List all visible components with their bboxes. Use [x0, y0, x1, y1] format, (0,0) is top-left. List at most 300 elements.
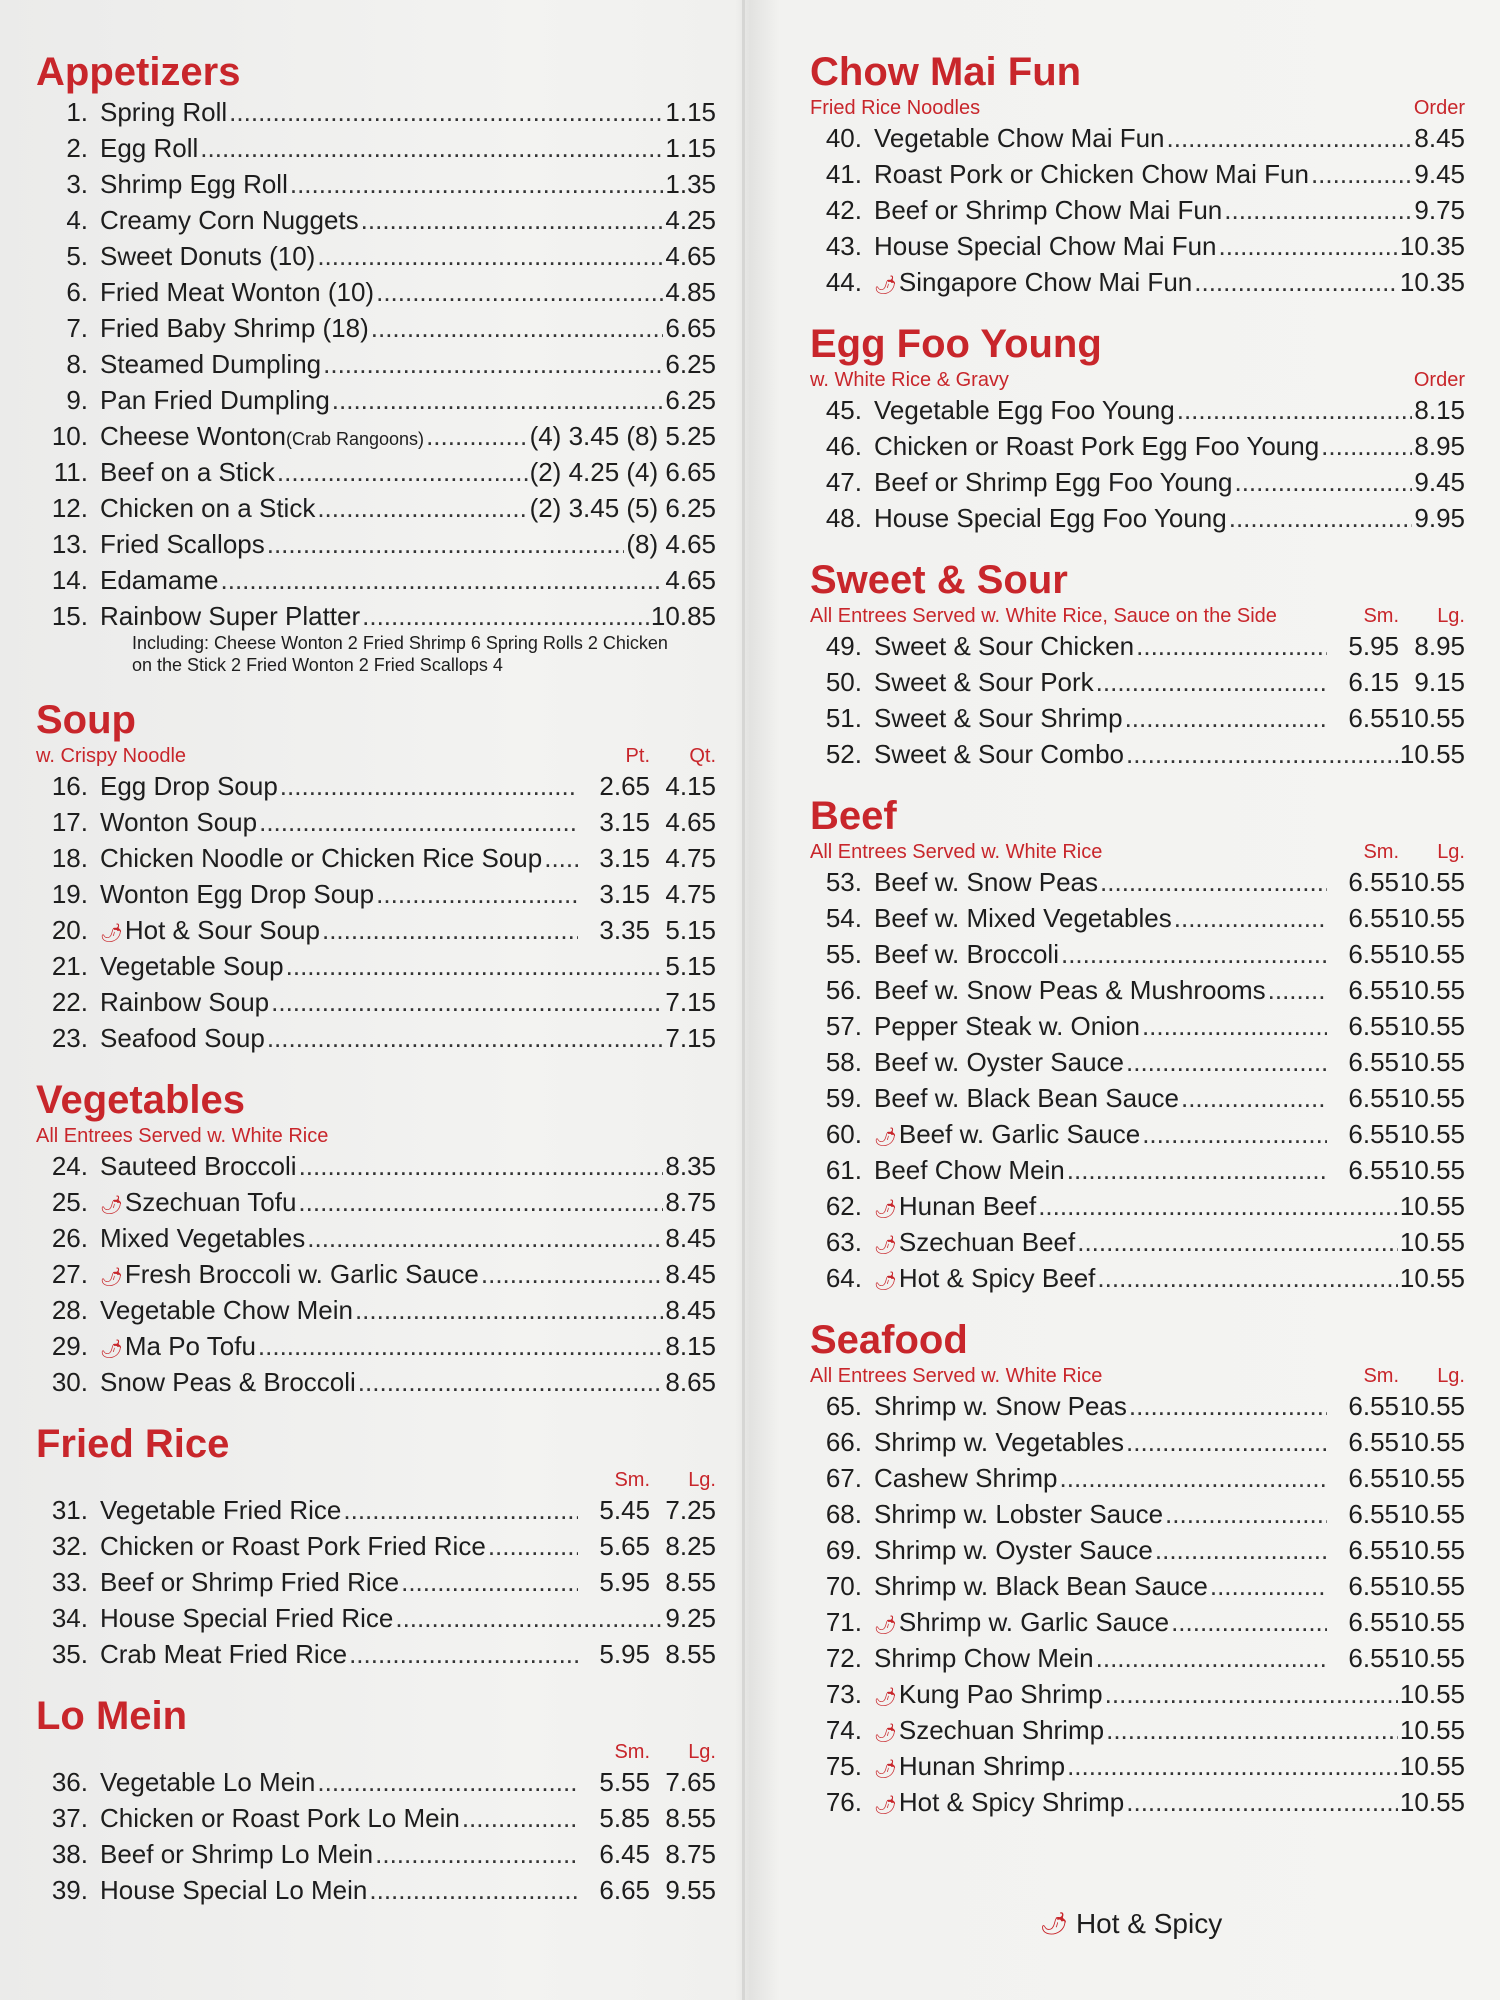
section-subheader — [810, 602, 1465, 628]
menu-item — [36, 130, 716, 166]
item-price: 8.65 — [665, 1367, 716, 1397]
item-price-small: 6.15 — [1348, 667, 1399, 697]
item-price-large: 7.25 — [665, 1495, 716, 1525]
dot-leader — [1096, 1640, 1327, 1676]
item-price: 9.95 — [1414, 503, 1465, 533]
menu-item — [810, 700, 1465, 736]
item-price: 7.15 — [665, 1023, 716, 1053]
item-price-small: 5.45 — [599, 1495, 650, 1525]
item-price-small: 6.55 — [1348, 1535, 1399, 1565]
item-name: Beef w. Mixed Vegetables — [874, 903, 1172, 933]
item-price-large: 4.15 — [665, 771, 716, 801]
item-price-large: 10.55 — [1399, 1391, 1465, 1421]
section-title: Chow Mai Fun — [810, 50, 1082, 94]
item-price-large: 10.55 — [1399, 703, 1465, 733]
item-name: Spring Roll — [100, 97, 228, 127]
item-price-large: 8.55 — [665, 1803, 716, 1833]
item-price-large: 7.65 — [665, 1767, 716, 1797]
item-name: Beef w. Broccoli — [874, 939, 1059, 969]
item-price-small: 5.95 — [599, 1567, 650, 1597]
column-header-order: Order — [1413, 369, 1465, 391]
column-header-large: Lg. — [688, 1469, 716, 1491]
item-name: Wonton Egg Drop Soup — [100, 879, 375, 909]
item-price: 8.95 — [1414, 431, 1465, 461]
menu-item — [810, 1496, 1465, 1532]
item-price: 10.55 — [1399, 1679, 1465, 1709]
dot-leader — [1060, 1460, 1327, 1496]
item-price: 8.15 — [665, 1331, 716, 1361]
section-subheader — [36, 742, 716, 768]
section-subtitle: All Entrees Served w. White Rice — [810, 841, 1103, 863]
column-header-small: Sm. — [614, 1469, 650, 1491]
menu-item — [36, 562, 716, 598]
item-price-small: 6.55 — [1348, 903, 1399, 933]
item-number: 74. — [825, 1715, 862, 1745]
dot-leader — [323, 346, 663, 382]
dot-leader — [1067, 1748, 1398, 1784]
item-number: 48. — [825, 503, 862, 533]
item-number: 73. — [825, 1679, 862, 1709]
dot-leader — [349, 1636, 578, 1672]
item-number: 26. — [51, 1223, 88, 1253]
item-price-large: 8.55 — [665, 1639, 716, 1669]
dot-leader — [271, 984, 663, 1020]
item-price-large: 8.75 — [665, 1839, 716, 1869]
menu-item — [810, 1080, 1465, 1116]
item-number: 36. — [51, 1767, 88, 1797]
item-price-small: 6.55 — [1348, 939, 1399, 969]
item-name: Rainbow Super Platter — [100, 601, 361, 631]
pepper-icon: 🌶︎ — [1040, 1911, 1068, 1936]
pepper-icon: 🌶︎ — [100, 1267, 123, 1287]
item-name: Hunan Shrimp — [898, 1751, 1066, 1781]
item-size-prices: (2) 4.25 (4) 6.65 — [529, 457, 716, 487]
item-number: 40. — [825, 123, 862, 153]
menu-item — [36, 526, 716, 562]
menu-item — [810, 736, 1465, 772]
item-price-small: 3.35 — [599, 915, 650, 945]
item-name: Szechuan Tofu — [124, 1187, 297, 1217]
dot-leader — [1100, 864, 1327, 900]
dot-leader — [401, 1564, 578, 1600]
dot-leader — [371, 310, 664, 346]
item-name: Cashew Shrimp — [874, 1463, 1058, 1493]
item-price: 9.45 — [1414, 467, 1465, 497]
item-name: Vegetable Soup — [100, 951, 284, 981]
dot-leader — [375, 1836, 578, 1872]
column-header-large: Lg. — [1437, 605, 1465, 627]
item-price-large: 10.55 — [1399, 1607, 1465, 1637]
item-price: 8.75 — [665, 1187, 716, 1217]
dot-leader — [1268, 972, 1327, 1008]
item-number: 27. — [51, 1259, 88, 1289]
menu-item — [36, 1836, 716, 1872]
item-number: 3. — [66, 169, 88, 199]
item-name: Vegetable Chow Mein — [100, 1295, 353, 1325]
page-fold — [742, 0, 745, 2000]
menu-item — [810, 864, 1465, 900]
menu-item — [810, 1116, 1465, 1152]
item-name: Crab Meat Fried Rice — [100, 1639, 348, 1669]
item-number: 57. — [825, 1011, 862, 1041]
item-price: 10.55 — [1399, 1191, 1465, 1221]
menu-item — [810, 664, 1465, 700]
item-number: 18. — [51, 843, 88, 873]
menu-item — [36, 1800, 716, 1836]
item-name: Fresh Broccoli w. Garlic Sauce — [124, 1259, 479, 1289]
item-name: Sweet & Sour Pork — [874, 667, 1094, 697]
menu-item — [810, 228, 1465, 264]
item-name: House Special Chow Mai Fun — [874, 231, 1217, 261]
item-name: Shrimp Chow Mein — [874, 1643, 1094, 1673]
item-number: 31. — [51, 1495, 88, 1525]
item-number: 41. — [825, 159, 862, 189]
item-price-small: 3.15 — [599, 879, 650, 909]
item-number: 38. — [51, 1839, 88, 1869]
item-name: Hot & Sour Soup — [124, 915, 320, 945]
dot-leader — [361, 202, 664, 238]
item-price-large: 4.75 — [665, 843, 716, 873]
item-number: 59. — [825, 1083, 862, 1113]
item-number: 25. — [51, 1187, 88, 1217]
item-name: Roast Pork or Chicken Chow Mai Fun — [874, 159, 1309, 189]
section-subtitle: All Entrees Served w. White Rice — [810, 1365, 1103, 1387]
dot-leader — [1125, 700, 1327, 736]
item-price: 4.65 — [665, 241, 716, 271]
section-title: Appetizers — [36, 50, 241, 94]
menu-item — [810, 1188, 1465, 1224]
dot-leader — [1229, 500, 1413, 536]
section-subheader — [36, 1122, 716, 1148]
menu-item — [36, 768, 716, 804]
item-number: 63. — [825, 1227, 862, 1257]
item-name: Sauteed Broccoli — [100, 1151, 297, 1181]
item-price-large: 8.25 — [665, 1531, 716, 1561]
dot-leader — [258, 1328, 663, 1364]
item-price-small: 6.65 — [599, 1875, 650, 1905]
item-price-large: 10.55 — [1399, 1535, 1465, 1565]
item-name: Chicken or Roast Pork Egg Foo Young — [874, 431, 1320, 461]
item-number: 12. — [51, 493, 88, 523]
item-price: 4.65 — [665, 565, 716, 595]
item-name: Steamed Dumpling — [100, 349, 322, 379]
item-name: Shrimp w. Garlic Sauce — [898, 1607, 1170, 1637]
menu-item — [36, 382, 716, 418]
section-subheader — [810, 94, 1465, 120]
section-subheader — [810, 838, 1465, 864]
item-name: Shrimp w. Black Bean Sauce — [874, 1571, 1208, 1601]
item-name: House Special Lo Mein — [100, 1875, 368, 1905]
item-number: 9. — [66, 385, 88, 415]
dot-leader — [1126, 1044, 1327, 1080]
item-price-small: 6.45 — [599, 1839, 650, 1869]
dot-leader — [317, 1764, 578, 1800]
item-name: Shrimp w. Lobster Sauce — [874, 1499, 1164, 1529]
item-price: 6.65 — [665, 313, 716, 343]
item-number: 37. — [51, 1803, 88, 1833]
menu-item — [36, 1872, 716, 1908]
item-price: 8.35 — [665, 1151, 716, 1181]
dot-leader — [544, 840, 578, 876]
menu-section-vegetables — [36, 1078, 716, 1400]
item-number: 4. — [66, 205, 88, 235]
item-name: Vegetable Lo Mein — [100, 1767, 316, 1797]
dot-leader — [1219, 228, 1398, 264]
item-number: 29. — [51, 1331, 88, 1361]
item-price-small: 6.55 — [1348, 1571, 1399, 1601]
item-price: 8.45 — [1414, 123, 1465, 153]
menu-item — [810, 1044, 1465, 1080]
item-price-large: 10.55 — [1399, 1427, 1465, 1457]
item-price: 8.45 — [665, 1295, 716, 1325]
menu-section-fried-rice — [36, 1422, 716, 1672]
menu-item — [810, 1532, 1465, 1568]
item-name: Beef Chow Mein — [874, 1155, 1065, 1185]
menu-item — [810, 1604, 1465, 1640]
menu-section-soup — [36, 698, 716, 1056]
item-number: 2. — [66, 133, 88, 163]
pepper-icon: 🌶︎ — [874, 1271, 897, 1291]
dot-leader — [488, 1528, 578, 1564]
menu-item — [36, 1492, 716, 1528]
item-price-large: 5.15 — [665, 915, 716, 945]
item-number: 52. — [825, 739, 862, 769]
item-name: Seafood Soup — [100, 1023, 265, 1053]
dot-leader — [395, 1600, 663, 1636]
item-number: 71. — [825, 1607, 862, 1637]
column-header-small: Sm. — [614, 1741, 650, 1763]
item-name: Shrimp w. Snow Peas — [874, 1391, 1127, 1421]
menu-item — [810, 1640, 1465, 1676]
menu-item — [810, 1008, 1465, 1044]
menu-section-lo-mein — [36, 1694, 716, 1908]
item-number: 39. — [51, 1875, 88, 1905]
menu-item — [36, 418, 716, 454]
item-price-large: 10.55 — [1399, 1499, 1465, 1529]
item-price-large: 9.15 — [1414, 667, 1465, 697]
item-number: 69. — [825, 1535, 862, 1565]
column-header-large: Lg. — [688, 1741, 716, 1763]
item-number: 61. — [825, 1155, 862, 1185]
item-number: 8. — [66, 349, 88, 379]
menu-item — [810, 156, 1465, 192]
item-number: 16. — [51, 771, 88, 801]
section-title: Sweet & Sour — [810, 558, 1068, 602]
menu-item — [810, 1676, 1465, 1712]
menu-item — [36, 490, 716, 526]
item-name: Pan Fried Dumpling — [100, 385, 330, 415]
menu-item — [810, 264, 1465, 300]
item-name: Fried Scallops — [100, 529, 265, 559]
dot-leader — [1165, 1496, 1327, 1532]
menu-item — [810, 1568, 1465, 1604]
item-price: 10.55 — [1399, 1751, 1465, 1781]
dot-leader — [1136, 628, 1327, 664]
menu-item — [810, 392, 1465, 428]
menu-section-chow-mai-fun — [810, 50, 1465, 300]
menu-item — [36, 94, 716, 130]
item-number: 7. — [66, 313, 88, 343]
item-name: House Special Fried Rice — [100, 1603, 394, 1633]
item-number: 20. — [51, 915, 88, 945]
dot-leader — [1181, 1080, 1327, 1116]
item-number: 43. — [825, 231, 862, 261]
section-title: Vegetables — [36, 1078, 246, 1122]
item-number: 56. — [825, 975, 862, 1005]
dot-leader — [1311, 156, 1412, 192]
menu-item — [36, 166, 716, 202]
item-price-large: 10.55 — [1399, 1011, 1465, 1041]
dot-leader — [1174, 900, 1327, 936]
menu-item — [36, 1292, 716, 1328]
dot-leader — [298, 1184, 663, 1220]
column-header-large: Qt. — [689, 745, 716, 767]
item-price: 10.55 — [1399, 1227, 1465, 1257]
menu-item — [810, 972, 1465, 1008]
dot-leader — [376, 274, 663, 310]
item-number: 58. — [825, 1047, 862, 1077]
item-price-small: 5.65 — [599, 1531, 650, 1561]
item-price: 8.15 — [1414, 395, 1465, 425]
dot-leader — [259, 804, 578, 840]
legend-label: Hot & Spicy — [1075, 1908, 1223, 1939]
dot-leader — [332, 382, 664, 418]
item-including: Including: Cheese Wonton 2 Fried Shrimp 6 Spring Rolls 2 Chicken on the Stick 2 Fried Wonton 2 Fried Scallops 4 — [132, 633, 668, 675]
dot-leader — [267, 526, 625, 562]
dot-leader — [286, 948, 664, 984]
dot-leader — [1061, 936, 1327, 972]
item-number: 15. — [51, 601, 88, 631]
menu-item — [810, 628, 1465, 664]
item-price-large: 10.55 — [1399, 1155, 1465, 1185]
item-price-large: 9.55 — [665, 1875, 716, 1905]
menu-item — [810, 1152, 1465, 1188]
menu-item — [36, 310, 716, 346]
dot-leader — [1126, 1784, 1398, 1820]
item-number: 19. — [51, 879, 88, 909]
item-number: 24. — [51, 1151, 88, 1181]
item-number: 10. — [51, 421, 88, 451]
item-price: 9.75 — [1414, 195, 1465, 225]
item-name: Sweet & Sour Chicken — [874, 631, 1135, 661]
menu-item — [36, 1148, 716, 1184]
item-price: 1.35 — [665, 169, 716, 199]
item-name: Vegetable Egg Foo Young — [874, 395, 1175, 425]
section-title: Lo Mein — [36, 1694, 188, 1738]
item-name: Szechuan Beef — [898, 1227, 1076, 1257]
dot-leader — [1194, 264, 1398, 300]
item-number: 21. — [51, 951, 88, 981]
item-number: 1. — [66, 97, 88, 127]
item-number: 72. — [825, 1643, 862, 1673]
dot-leader — [1234, 464, 1412, 500]
column-header-small: Sm. — [1363, 841, 1399, 863]
dot-leader — [1155, 1532, 1327, 1568]
column-header-large: Lg. — [1437, 841, 1465, 863]
item-name: Mixed Vegetables — [100, 1223, 306, 1253]
dot-leader — [1142, 1008, 1327, 1044]
item-name: Wonton Soup — [100, 807, 258, 837]
item-name: Beef or Shrimp Egg Foo Young — [874, 467, 1233, 497]
item-price: 9.25 — [665, 1603, 716, 1633]
section-subtitle: w. Crispy Noodle — [36, 745, 187, 767]
pepper-icon: 🌶︎ — [874, 1127, 897, 1147]
section-title: Soup — [36, 698, 136, 742]
dot-leader — [1129, 1388, 1327, 1424]
item-name: Pepper Steak w. Onion — [874, 1011, 1140, 1041]
item-price-small: 6.55 — [1348, 867, 1399, 897]
item-number: 11. — [53, 457, 88, 487]
item-price: 8.45 — [665, 1223, 716, 1253]
section-title: Fried Rice — [36, 1422, 230, 1466]
item-price: 1.15 — [665, 97, 716, 127]
item-price-small: 6.55 — [1348, 975, 1399, 1005]
pepper-icon: 🌶︎ — [874, 1795, 897, 1815]
item-price-small: 6.55 — [1348, 1155, 1399, 1185]
dot-leader — [1077, 1224, 1398, 1260]
item-number: 46. — [825, 431, 862, 461]
item-price: 10.85 — [650, 601, 716, 631]
menu-item — [810, 464, 1465, 500]
menu-section-beef — [810, 794, 1465, 1296]
dot-leader — [322, 912, 578, 948]
menu-item — [810, 1460, 1465, 1496]
item-name: House Special Egg Foo Young — [874, 503, 1227, 533]
pepper-icon: 🌶︎ — [100, 923, 123, 943]
menu-item — [36, 948, 716, 984]
item-number: 30. — [51, 1367, 88, 1397]
item-name: Shrimp w. Vegetables — [874, 1427, 1125, 1457]
menu-item — [36, 1364, 716, 1400]
pepper-icon: 🌶︎ — [874, 275, 897, 295]
menu-item — [810, 900, 1465, 936]
pepper-icon: 🌶︎ — [874, 1235, 897, 1255]
item-number: 28. — [51, 1295, 88, 1325]
menu-item — [810, 1748, 1465, 1784]
item-price-small: 6.55 — [1348, 1499, 1399, 1529]
item-number: 42. — [825, 195, 862, 225]
item-number: 23. — [51, 1023, 88, 1053]
dot-leader — [1105, 1676, 1398, 1712]
menu-item — [36, 1636, 716, 1672]
item-number: 14. — [51, 565, 88, 595]
item-number: 44. — [825, 267, 862, 297]
dot-leader — [369, 1872, 578, 1908]
menu-item — [810, 936, 1465, 972]
dot-leader — [1321, 428, 1412, 464]
menu-item — [810, 1712, 1465, 1748]
menu-item — [36, 1528, 716, 1564]
item-price: 7.15 — [665, 987, 716, 1017]
item-size-prices: (2) 3.45 (5) 6.25 — [529, 493, 716, 523]
item-number: 75. — [825, 1751, 862, 1781]
item-name: Fried Meat Wonton (10) — [100, 277, 375, 307]
menu-item — [36, 1764, 716, 1800]
menu-item — [36, 1020, 716, 1056]
menu-item — [810, 500, 1465, 536]
column-header-small: Sm. — [1363, 605, 1399, 627]
dot-leader — [1224, 192, 1412, 228]
menu-item — [810, 192, 1465, 228]
section-subheader — [36, 1466, 716, 1492]
section-title: Egg Foo Young — [810, 322, 1102, 366]
section-subheader — [810, 366, 1465, 392]
menu-section-sweet-sour — [810, 558, 1465, 772]
item-number: 66. — [825, 1427, 862, 1457]
item-name: Sweet & Sour Combo — [874, 739, 1125, 769]
item-name: Chicken or Roast Pork Fried Rice — [100, 1531, 486, 1561]
item-price-small: 6.55 — [1348, 1119, 1399, 1149]
